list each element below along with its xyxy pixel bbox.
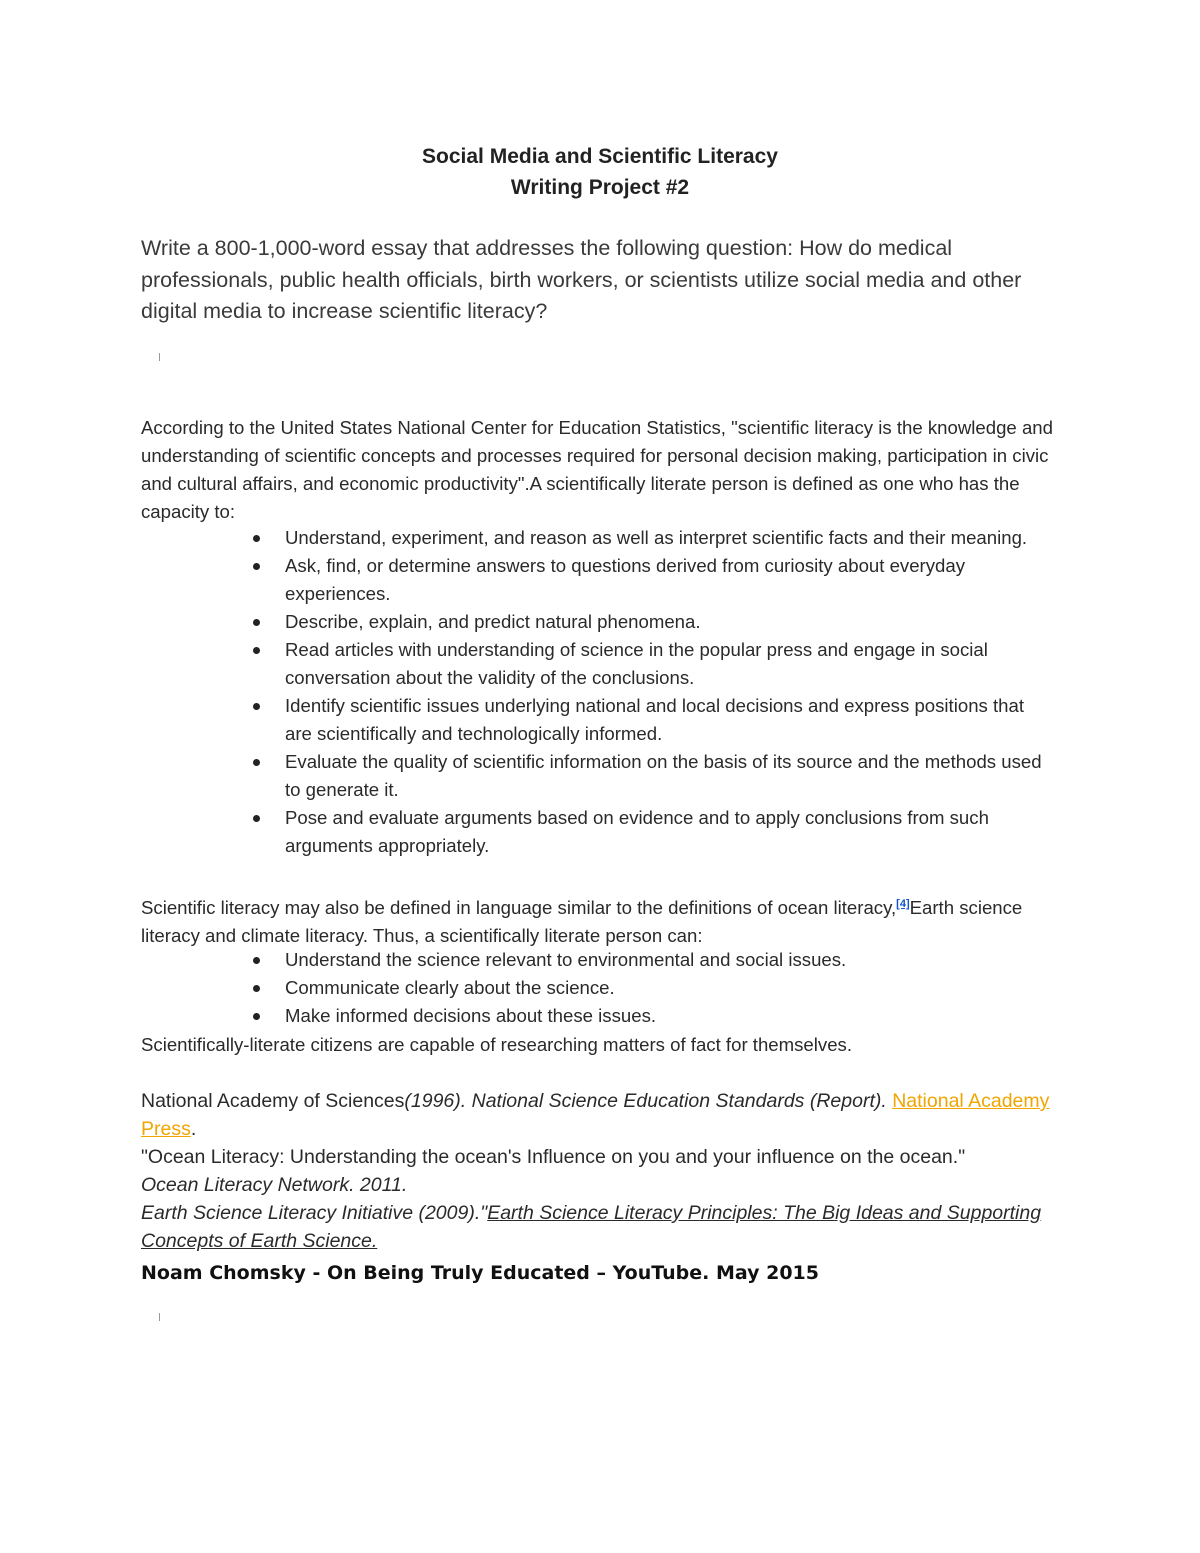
footnote-link[interactable]: [4] — [896, 898, 910, 910]
references — [141, 1087, 1081, 1287]
capacities-list — [253, 524, 1053, 860]
reference-period: . — [190, 1118, 197, 1140]
definition-paragraph — [141, 890, 1061, 950]
document-subtitle: Writing Project #2 — [510, 176, 690, 199]
cursor-mark — [159, 353, 160, 361]
reference-link[interactable]: National Academy Press — [141, 1090, 1050, 1140]
list-item: Describe, explain, and predict natural phenomena. — [253, 608, 1053, 636]
reference-link[interactable]: Earth Science Literacy Principles: The Big Ideas and Supporting Concepts of Earth Science. — [141, 1202, 1042, 1252]
list-item: Understand, experiment, and reason as well as interpret scientific facts and their meaning. — [253, 524, 1053, 552]
reference-2 — [141, 1143, 1081, 1199]
closing-sentence: Scientifically-literate citizens are capable of researching matters of fact for themselves. — [141, 1034, 853, 1055]
reference-year: (1996). — [404, 1090, 467, 1112]
list-item: Evaluate the quality of scientific information on the basis of its source and the methods used to generate it. — [253, 748, 1053, 804]
document-title: Social Media and Scientific Literacy — [422, 145, 778, 168]
list-item: Understand the science relevant to environmental and social issues. — [253, 946, 1053, 974]
reference-author: Earth Science Literacy Initiative (2009)." — [141, 1202, 488, 1224]
list-item: Pose and evaluate arguments based on evidence and to apply conclusions from such arguments appropriately. — [253, 804, 1053, 860]
cursor-mark — [159, 1313, 160, 1321]
intro-paragraph: According to the United States National Center for Education Statistics, "scientific literacy is the knowledge and understanding of scientific concepts and processes required for personal decision making, participation in civic and cultural affairs, and economic productivity".A scientifically literate person is defined as one who has the capacity to: — [141, 417, 1053, 522]
reference-4: Noam Chomsky - On Being Truly Educated – YouTube. May 2015 — [141, 1262, 819, 1284]
definition-text-start: Scientific literacy may also be defined in language similar to the definitions of ocean literacy, — [141, 897, 897, 919]
reference-source: Ocean Literacy Network. 2011. — [141, 1174, 408, 1196]
list-item: Read articles with understanding of science in the popular press and engage in social conversation about the validity of the conclusions. — [253, 636, 1053, 692]
definition-text-end: Earth science literacy and climate literacy. Thus, a scientifically literate person can: — [141, 897, 1023, 947]
reference-author: National Academy of Sciences — [141, 1090, 405, 1112]
essay-prompt: Write a 800-1,000-word essay that addresses the following question: How do medical professionals, public health officials, birth workers, or scientists utilize social media and other digital media to increase scientific literacy? — [141, 236, 1022, 323]
list-item: Communicate clearly about the science. — [253, 974, 1053, 1002]
reference-1 — [141, 1087, 1081, 1143]
list-item: Identify scientific issues underlying national and local decisions and express positions that are scientifically and technologically informed. — [253, 692, 1053, 748]
reference-title: National Science Education Standards (Report). — [471, 1090, 887, 1112]
reference-3 — [141, 1199, 1081, 1255]
abilities-list — [253, 946, 1053, 1030]
list-item: Make informed decisions about these issues. — [253, 1002, 1053, 1030]
list-item: Ask, find, or determine answers to questions derived from curiosity about everyday experiences. — [253, 552, 1053, 608]
reference-title: "Ocean Literacy: Understanding the ocean's Influence on you and your influence on the ocean." — [141, 1146, 966, 1168]
title-block — [0, 141, 1200, 203]
